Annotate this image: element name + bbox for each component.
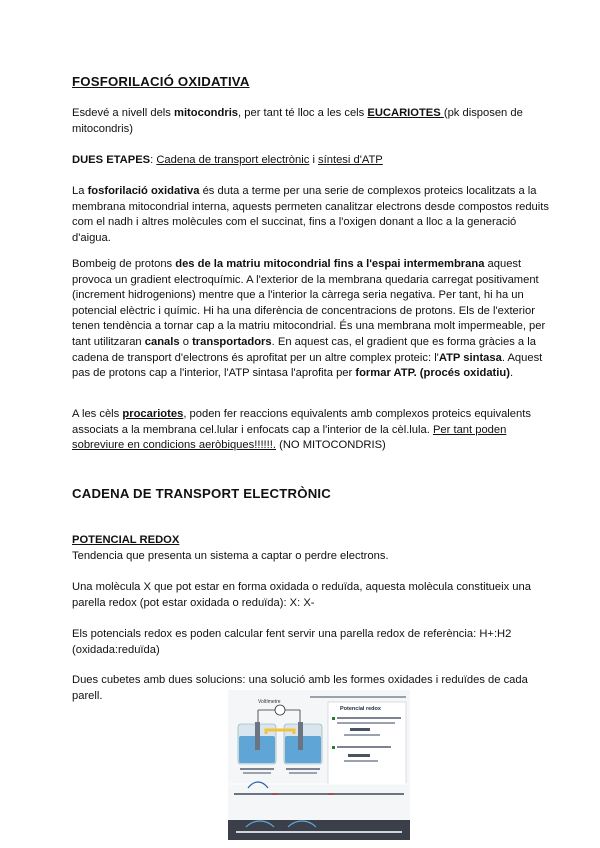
text: aquest provoca un gradient electroquímic. A l'exterior de la membrana quedaria carregat positivament (increment hidrogenions) mentre que a l'interior la càrrega seria negativa. Per tant, hi ha un potencial elèctric i químic. Hi ha una diferència de concentracions de protons. Els de l'exterior tenen tendència a tornar cap a la matriu mitocondrial. És una membrana molt impermeable, per tant utilitzaran bbox=[72, 258, 546, 348]
text: és duta a terme per una serie de complexos proteics localitzats a la membrana mitocondrial interna, aquests permeten canalitzar electrons desde compostos reduits com el nadh i altres molècules com el succinat, fins a l'oxigen donant a lloc a la generació d'aigua. bbox=[72, 185, 549, 244]
panel-title: Potencial redox bbox=[340, 706, 381, 712]
redox-diagram bbox=[228, 690, 410, 840]
text: i bbox=[309, 154, 319, 166]
caption-line bbox=[243, 772, 271, 774]
voltmeter-icon bbox=[275, 705, 285, 715]
paragraph-bombeig bbox=[72, 257, 552, 382]
section-title: CADENA DE TRANSPORT ELECTRÒNIC bbox=[72, 486, 332, 501]
text: . bbox=[509, 367, 514, 380]
text-underline: síntesi d'ATP bbox=[318, 154, 383, 166]
paragraph-parella-redox: Una molècula X que pot estar en forma oxidada o reduïda, aquesta molècula constitueix una parella redox (pot estar oxidada o reduïda): X: X- bbox=[72, 581, 531, 609]
text: o bbox=[179, 335, 193, 348]
text: A les cèls bbox=[72, 408, 123, 420]
paragraph-fosforilacio bbox=[72, 184, 552, 246]
text: La bbox=[72, 185, 88, 197]
subsection-title bbox=[72, 533, 552, 549]
bottom-bar bbox=[228, 820, 410, 840]
text: Esdevé a nivell dels bbox=[72, 107, 174, 119]
text-bold: canals bbox=[144, 335, 180, 348]
paragraph-definicio: Tendencia que presenta un sistema a captar o perdre electrons. bbox=[72, 550, 389, 562]
caption-line bbox=[289, 772, 317, 774]
panel-line bbox=[337, 717, 401, 719]
panel-line bbox=[337, 722, 395, 724]
panel-line bbox=[344, 760, 378, 762]
left-electrode bbox=[255, 722, 260, 750]
paragraph-dues-etapes bbox=[72, 153, 552, 169]
text: , poden fer reaccions equivalents amb complexos proteics equivalents associats a la membrana cel.lular i enfocats cap a l'interior de la cèl.lula. bbox=[72, 408, 531, 436]
panel-line bbox=[350, 728, 370, 731]
text: . En aquest cas, el gradient que es forma gràcies a la cadena de transport d'electrons és aprofitat per un altre complex proteic: l' bbox=[72, 335, 536, 364]
text-bold: ATP sintasa bbox=[438, 351, 502, 364]
right-electrode bbox=[298, 722, 303, 750]
page-title: FOSFORILACIÓ OXIDATIVA bbox=[72, 74, 250, 89]
text: , per tant té lloc a les cels bbox=[238, 107, 368, 119]
text-underline: Per tant poden sobreviure en condicions aeròbiques!!!!!!. bbox=[72, 423, 507, 452]
text: . Aquest pas de protons cap a l'interior, l'ATP sintasa l'aprofita per bbox=[72, 351, 543, 380]
paragraph-referencia: Els potencials redox es poden calcular fent servir una parella redox de referència: H+:H2 (oxidada:reduïda) bbox=[72, 628, 512, 656]
text-bold-underline: procariotes bbox=[122, 408, 184, 420]
text-bold: transportadors bbox=[192, 335, 272, 348]
text: : bbox=[150, 154, 157, 166]
text-bold: fosforilació oxidativa bbox=[87, 185, 200, 197]
equation-line bbox=[236, 831, 402, 833]
text: Bombeig de protons bbox=[72, 258, 176, 270]
check-icon bbox=[332, 746, 335, 749]
paragraph-procariotes bbox=[72, 407, 552, 454]
paragraph-mitocondris bbox=[72, 106, 552, 137]
info-panel bbox=[328, 702, 406, 784]
text-bold: des de la matriu mitocondrial fins a l'espai intermembrana bbox=[175, 258, 485, 270]
meter-label: Voltímetre bbox=[258, 699, 281, 705]
text-bold: formar ATP. (procés oxidatiu) bbox=[355, 367, 510, 380]
caption-line bbox=[240, 768, 274, 770]
panel-line bbox=[337, 746, 391, 748]
caption-line bbox=[286, 768, 320, 770]
panel-line bbox=[348, 754, 370, 757]
redox-figure bbox=[228, 690, 410, 840]
text-bold: DUES ETAPES bbox=[72, 154, 151, 166]
text-bold-underline: EUCARIOTES bbox=[367, 107, 444, 119]
text: (pk disposen de mitocondris) bbox=[72, 107, 523, 135]
text-bold: mitocondris bbox=[174, 107, 239, 119]
equation-line bbox=[234, 793, 404, 795]
text-bold-underline: POTENCIAL REDOX bbox=[72, 534, 180, 546]
text: (NO MITOCONDRIS) bbox=[275, 439, 386, 452]
panel-line bbox=[344, 734, 380, 736]
text-underline: Cadena de transport electrònic bbox=[156, 154, 310, 166]
check-icon bbox=[332, 717, 335, 720]
paragraph-cubetes: Dues cubetes amb dues solucions: una solució amb les formes oxidades i reduïdes de cada parell. bbox=[72, 674, 528, 702]
